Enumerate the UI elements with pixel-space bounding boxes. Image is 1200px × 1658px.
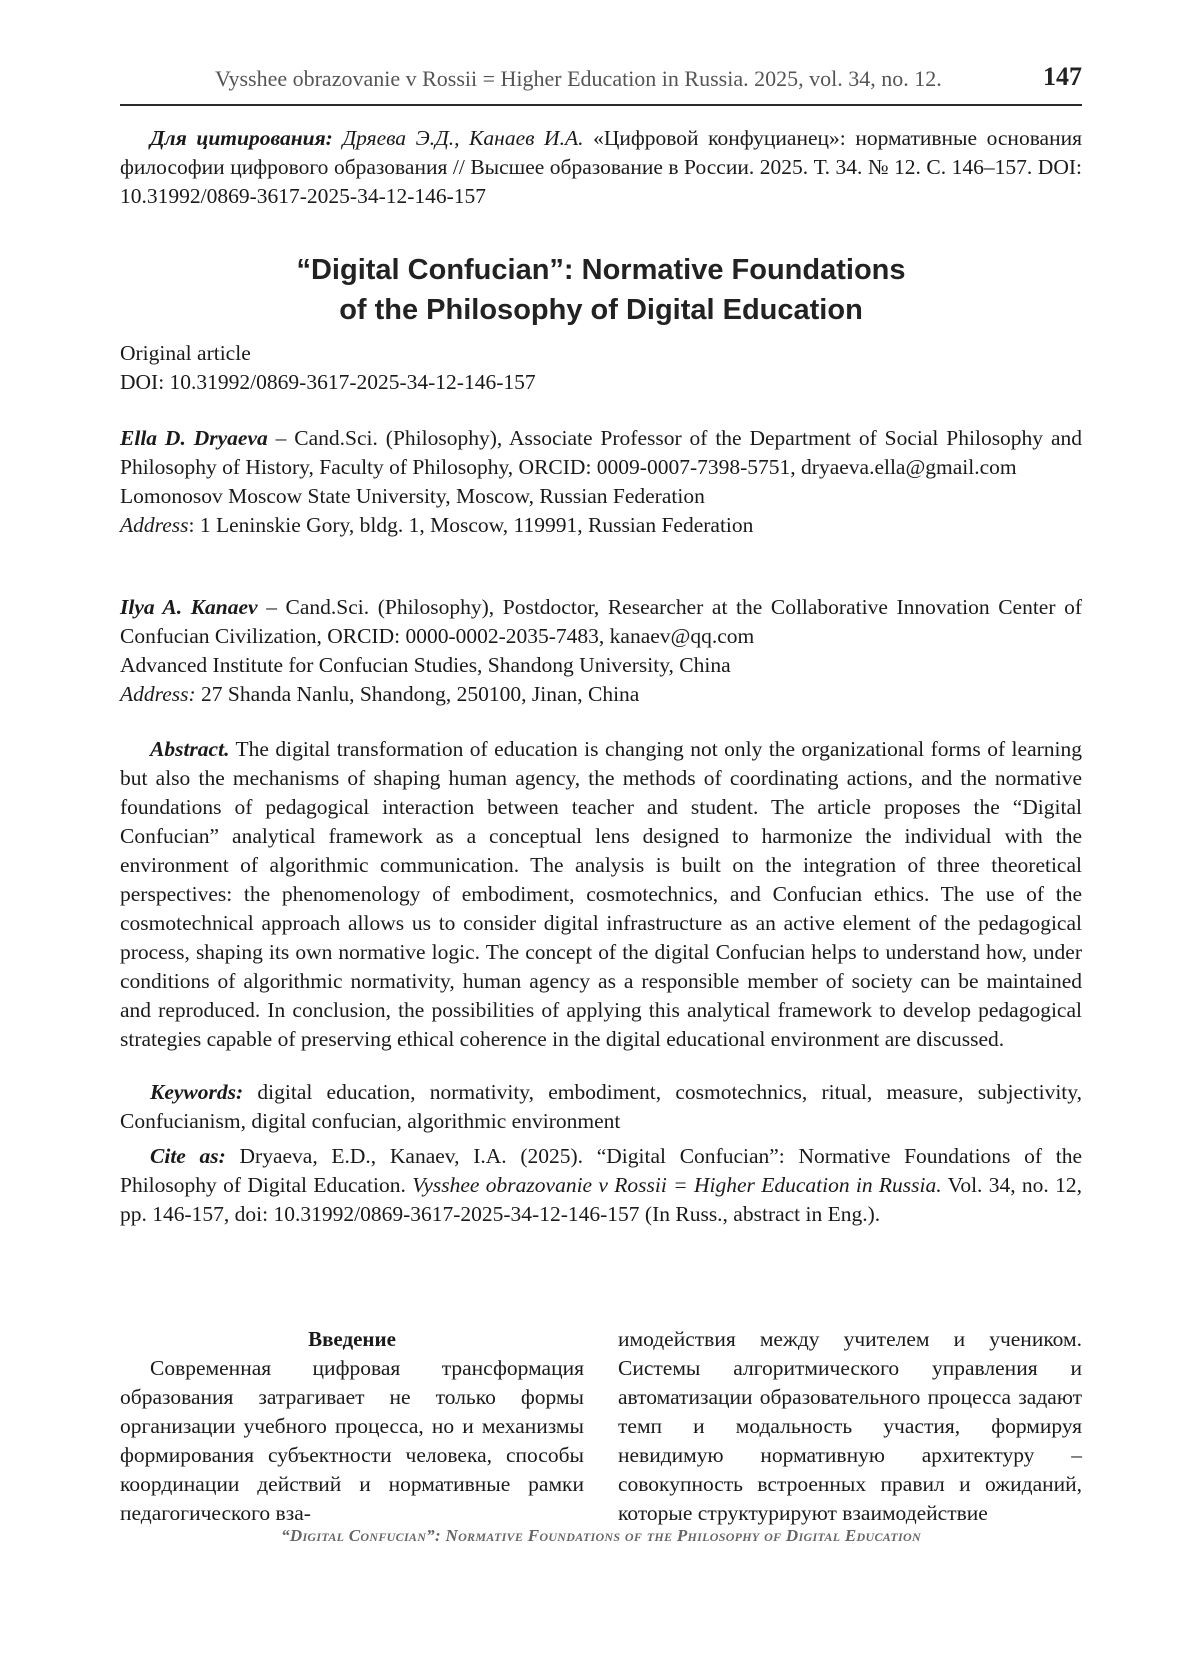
author-2-affiliation: Advanced Institute for Confucian Studies, Shandong University, China <box>120 653 731 677</box>
running-header <box>120 60 1082 106</box>
author-2-address-label: Address: <box>120 682 196 706</box>
author-1-address: : 1 Leninskie Gory, bldg. 1, Moscow, 119991, Russian Federation <box>188 513 754 537</box>
author-2-address-line <box>120 680 1082 709</box>
intro-text-right: имодействия между учителем и учеником. Системы алгоритмического управления и автоматизации образовательного процесса задают темп и модальность участия, формируя невидимую нормативную архитектуру – совокупность встроенных правил и ожиданий, которые структурируют взаимодействие <box>618 1327 1082 1525</box>
author-2-address: 27 Shanda Nanlu, Shandong, 250100, Jinan, China <box>195 682 640 706</box>
article-meta <box>120 339 1082 397</box>
journal-reference: Vysshee obrazovanie v Rossii = Higher Education in Russia. 2025, vol. 34, no. 12. <box>215 66 942 91</box>
author-1-info: – Cand.Sci. (Philosophy), Associate Professor of the Department of Social Philosophy and Philosophy of History, Faculty of Philosophy, ORCID: 0009-0007-7398-5751, dryaeva.ella@gmail.com <box>120 426 1082 479</box>
author-2-name: Ilya A. Kanaev <box>120 595 258 619</box>
article-title <box>120 250 1082 330</box>
author-2 <box>120 593 1082 709</box>
section-heading-intro: Введение <box>308 1327 396 1351</box>
author-2-bio <box>120 593 1082 651</box>
author-2-info: – Cand.Sci. (Philosophy), Postdoctor, Researcher at the Collaborative Innovation Center of Confucian Civilization, ORCID: 0000-0002-2035-7483, kanaev@qq.com <box>120 595 1082 648</box>
cite-as-text-2: Vol. 34, no. 12, pp. 146-157, doi: 10.31992/0869-3617-2025-34-12-146-157 (In Russ., abstract in Eng.). <box>120 1173 1082 1226</box>
cite-as-label: Cite as: <box>150 1144 226 1168</box>
intro-column-left <box>120 1325 584 1528</box>
abstract <box>120 735 1082 1054</box>
cite-as-journal: Vysshee obrazovanie v Rossii = Higher Education in Russia. <box>412 1173 942 1197</box>
title-line-1: “Digital Confucian”: Normative Foundations <box>296 254 906 286</box>
article-type: Original article <box>120 341 251 365</box>
article-doi: DOI: 10.31992/0869-3617-2025-34-12-146-157 <box>120 370 536 394</box>
keywords-text: digital education, normativity, embodiment, cosmotechnics, ritual, measure, subjectivity, Confucianism, digital confucian, algorithmic environment <box>120 1080 1082 1133</box>
cite-as-text-1: Dryaeva, E.D., Kanaev, I.A. (2025). “Digital Confucian”: Normative Foundations of the Philosophy of Digital Education. <box>120 1144 1082 1197</box>
keywords-label: Keywords: <box>150 1080 244 1104</box>
citation-text: «Цифровой конфуцианец»: нормативные основания философии цифрового образования // Высшее образование в России. 2025. Т. 34. № 12. С. 146–157. DOI: 10.31992/0869-3617-2025-34-12-146-157 <box>120 126 1083 208</box>
author-1-address-line <box>120 511 1082 540</box>
author-1-address-label: Address <box>120 513 189 537</box>
page-number: 147 <box>1043 62 1082 91</box>
running-footer: “Digital Confucian”: Normative Foundations of the Philosophy of Digital Education <box>281 1526 921 1545</box>
citation-authors: Дряева Э.Д., Канаев И.А. <box>342 126 584 150</box>
abstract-text: The digital transformation of education is changing not only the organizational forms of learning but also the mechanisms of shaping human agency, the methods of coordinating actions, and the normative foundations of pedagogical interaction between teacher and student. The article proposes the “Digital Confucian” analytical framework as a conceptual lens designed to harmonize the individual with the environment of algorithmic communication. The analysis is built on the integration of three theoretical perspectives: the phenomenology of embodiment, cosmotechnics, and Confucian ethics. The use of the cosmotechnical approach allows us to consider digital infrastructure as an active element of the pedagogical process, shaping its own normative logic. The concept of the digital Confucian helps to understand how, under conditions of algorithmic normativity, human agency as a responsible member of society can be maintained and reproduced. In conclusion, the possibilities of applying this analytical framework to develop pedagogical strategies capable of preserving ethical coherence in the digital educational environment are discussed. <box>120 737 1082 1051</box>
author-1 <box>120 424 1082 540</box>
intro-text-left: Современная цифровая трансформация образования затрагивает не только формы организации учебного процесса, но и механизмы формирования субъектности человека, способы координации действий и нормативные рамки педагогического вза- <box>120 1356 584 1525</box>
citation-label: Для цитирования: <box>150 126 333 150</box>
author-1-bio <box>120 424 1082 482</box>
author-1-name: Ella D. Dryaeva <box>120 426 268 450</box>
abstract-label: Abstract. <box>150 737 230 761</box>
citation-ru <box>120 124 1082 211</box>
title-line-2: of the Philosophy of Digital Education <box>339 294 863 326</box>
author-1-affiliation: Lomonosov Moscow State University, Moscow, Russian Federation <box>120 484 705 508</box>
keywords <box>120 1078 1082 1136</box>
cite-as <box>120 1142 1082 1229</box>
intro-column-right <box>618 1325 1082 1528</box>
